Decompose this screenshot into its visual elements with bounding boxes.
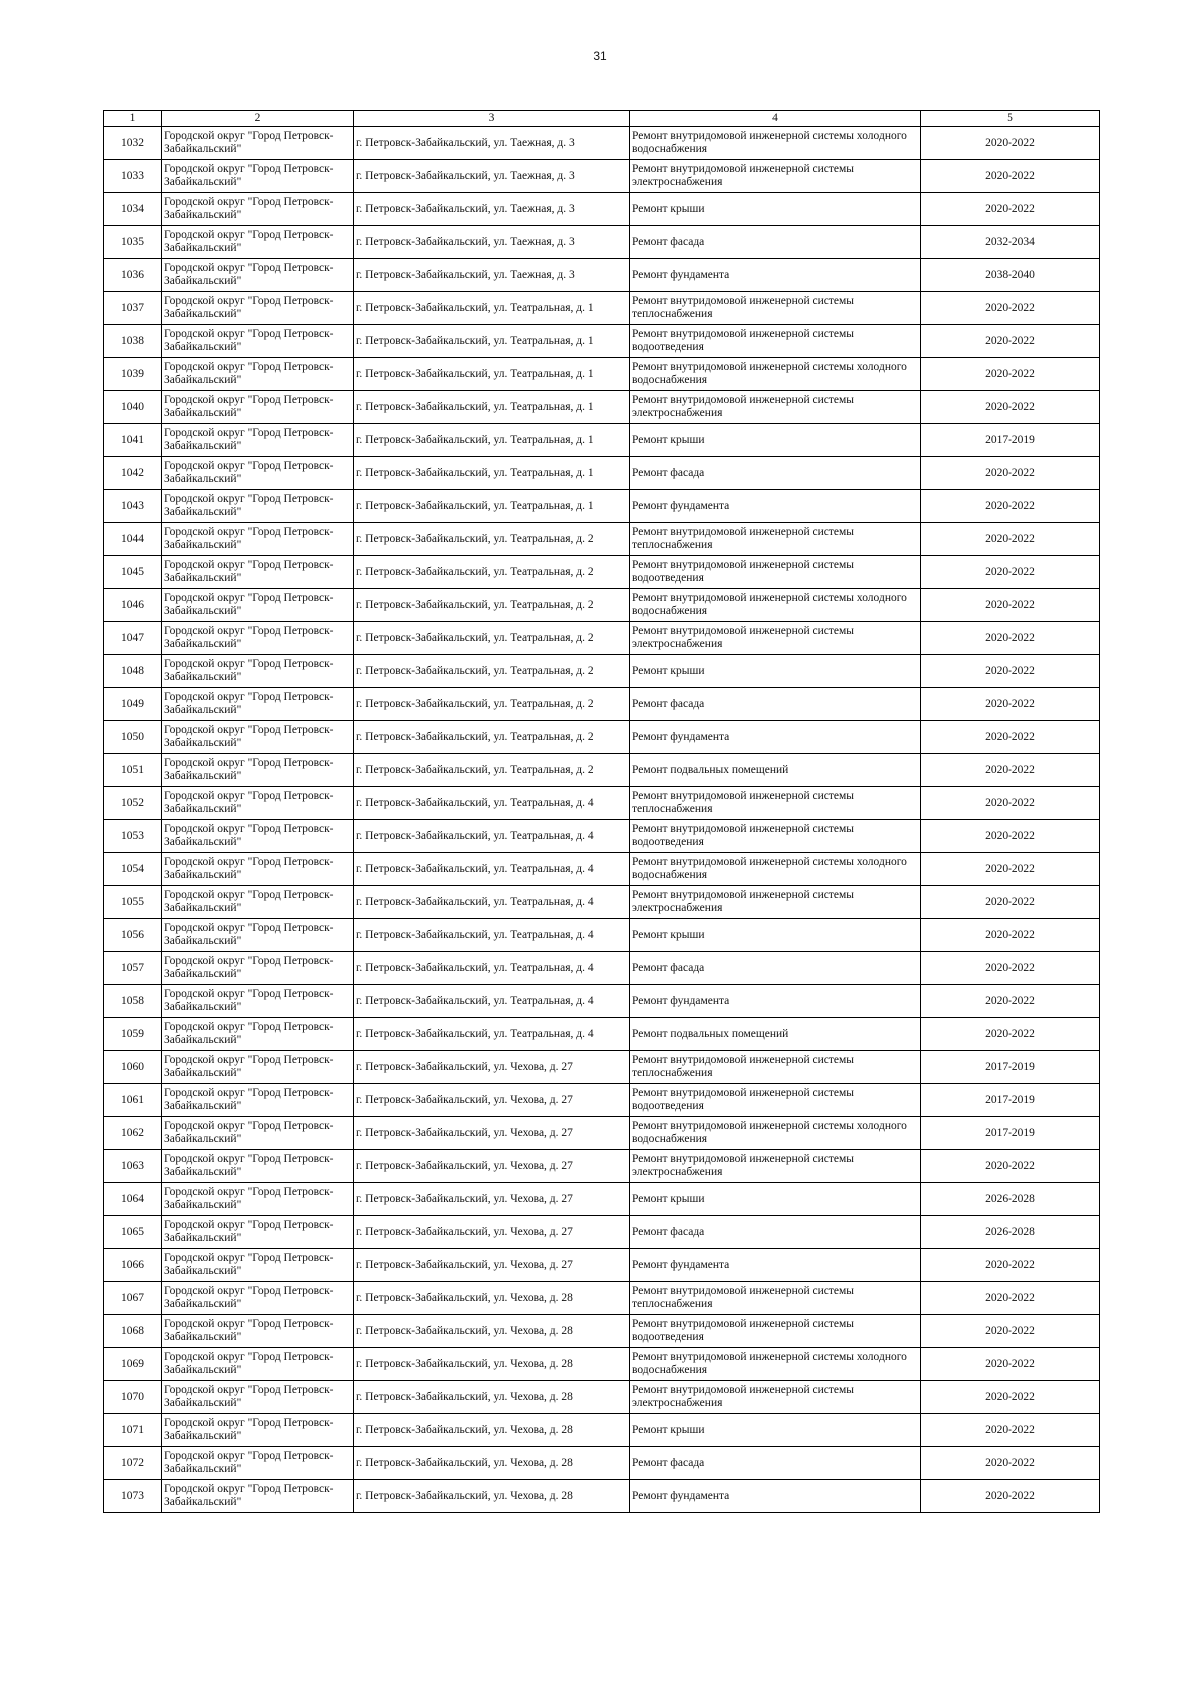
municipality-cell: Городской округ "Город Петровск-Забайкальский" — [162, 1447, 354, 1480]
work-type-cell: Ремонт крыши — [630, 655, 921, 688]
period-cell: 2020-2022 — [921, 919, 1100, 952]
municipality-cell: Городской округ "Город Петровск-Забайкальский" — [162, 1414, 354, 1447]
work-type-cell: Ремонт фундамента — [630, 985, 921, 1018]
work-type-cell: Ремонт крыши — [630, 424, 921, 457]
table-row — [104, 952, 1100, 985]
municipality-cell: Городской округ "Город Петровск-Забайкальский" — [162, 1480, 354, 1513]
municipality-cell: Городской округ "Город Петровск-Забайкальский" — [162, 919, 354, 952]
row-number-cell: 1056 — [104, 919, 162, 952]
municipality-cell: Городской округ "Город Петровск-Забайкальский" — [162, 1018, 354, 1051]
row-number-cell: 1035 — [104, 226, 162, 259]
address-cell: г. Петровск-Забайкальский, ул. Театральная, д. 2 — [354, 754, 630, 787]
table-row — [104, 688, 1100, 721]
municipality-cell: Городской округ "Город Петровск-Забайкальский" — [162, 1183, 354, 1216]
work-type-cell: Ремонт крыши — [630, 193, 921, 226]
work-type-cell: Ремонт внутридомовой инженерной системы холодного водоснабжения — [630, 127, 921, 160]
period-cell: 2020-2022 — [921, 1249, 1100, 1282]
row-number-cell: 1039 — [104, 358, 162, 391]
row-number-cell: 1062 — [104, 1117, 162, 1150]
address-cell: г. Петровск-Забайкальский, ул. Таежная, д. 3 — [354, 127, 630, 160]
municipality-cell: Городской округ "Город Петровск-Забайкальский" — [162, 391, 354, 424]
table-row — [104, 358, 1100, 391]
row-number-cell: 1038 — [104, 325, 162, 358]
work-type-cell: Ремонт подвальных помещений — [630, 754, 921, 787]
address-cell: г. Петровск-Забайкальский, ул. Театральная, д. 2 — [354, 622, 630, 655]
period-cell: 2017-2019 — [921, 424, 1100, 457]
address-cell: г. Петровск-Забайкальский, ул. Чехова, д. 27 — [354, 1216, 630, 1249]
table-row — [104, 457, 1100, 490]
period-cell: 2020-2022 — [921, 655, 1100, 688]
address-cell: г. Петровск-Забайкальский, ул. Театральная, д. 4 — [354, 820, 630, 853]
address-cell: г. Петровск-Забайкальский, ул. Театральная, д. 4 — [354, 853, 630, 886]
address-cell: г. Петровск-Забайкальский, ул. Театральная, д. 1 — [354, 358, 630, 391]
page-number: 31 — [593, 49, 607, 63]
work-type-cell: Ремонт внутридомовой инженерной системы теплоснабжения — [630, 523, 921, 556]
period-cell: 2038-2040 — [921, 259, 1100, 292]
municipality-cell: Городской округ "Город Петровск-Забайкальский" — [162, 1051, 354, 1084]
table-row — [104, 1216, 1100, 1249]
work-type-cell: Ремонт внутридомовой инженерной системы водоотведения — [630, 325, 921, 358]
table-row — [104, 589, 1100, 622]
table-row — [104, 1018, 1100, 1051]
table-row — [104, 127, 1100, 160]
work-type-cell: Ремонт внутридомовой инженерной системы водоотведения — [630, 1084, 921, 1117]
table-row — [104, 985, 1100, 1018]
table-row — [104, 325, 1100, 358]
work-type-cell: Ремонт фасада — [630, 226, 921, 259]
period-cell: 2020-2022 — [921, 1315, 1100, 1348]
table-row — [104, 523, 1100, 556]
municipality-cell: Городской округ "Город Петровск-Забайкальский" — [162, 820, 354, 853]
period-cell: 2026-2028 — [921, 1216, 1100, 1249]
period-cell: 2020-2022 — [921, 589, 1100, 622]
period-cell: 2020-2022 — [921, 1480, 1100, 1513]
work-type-cell: Ремонт внутридомовой инженерной системы электроснабжения — [630, 1381, 921, 1414]
municipality-cell: Городской округ "Город Петровск-Забайкальский" — [162, 853, 354, 886]
period-cell: 2020-2022 — [921, 127, 1100, 160]
address-cell: г. Петровск-Забайкальский, ул. Чехова, д. 28 — [354, 1414, 630, 1447]
address-cell: г. Петровск-Забайкальский, ул. Театральная, д. 2 — [354, 556, 630, 589]
work-type-cell: Ремонт внутридомовой инженерной системы теплоснабжения — [630, 787, 921, 820]
period-cell: 2017-2019 — [921, 1117, 1100, 1150]
row-number-cell: 1047 — [104, 622, 162, 655]
work-type-cell: Ремонт внутридомовой инженерной системы электроснабжения — [630, 391, 921, 424]
row-number-cell: 1043 — [104, 490, 162, 523]
row-number-cell: 1048 — [104, 655, 162, 688]
address-cell: г. Петровск-Забайкальский, ул. Театральная, д. 1 — [354, 457, 630, 490]
address-cell: г. Петровск-Забайкальский, ул. Чехова, д. 28 — [354, 1447, 630, 1480]
row-number-cell: 1054 — [104, 853, 162, 886]
address-cell: г. Петровск-Забайкальский, ул. Чехова, д. 27 — [354, 1117, 630, 1150]
repair-schedule-table — [103, 110, 1100, 1513]
row-number-cell: 1065 — [104, 1216, 162, 1249]
table-row — [104, 721, 1100, 754]
table-row — [104, 655, 1100, 688]
address-cell: г. Петровск-Забайкальский, ул. Чехова, д. 28 — [354, 1381, 630, 1414]
work-type-cell: Ремонт крыши — [630, 1414, 921, 1447]
address-cell: г. Петровск-Забайкальский, ул. Чехова, д. 28 — [354, 1480, 630, 1513]
row-number-cell: 1068 — [104, 1315, 162, 1348]
period-cell: 2020-2022 — [921, 556, 1100, 589]
municipality-cell: Городской округ "Город Петровск-Забайкальский" — [162, 127, 354, 160]
row-number-cell: 1042 — [104, 457, 162, 490]
period-cell: 2020-2022 — [921, 193, 1100, 226]
municipality-cell: Городской округ "Город Петровск-Забайкальский" — [162, 1282, 354, 1315]
row-number-cell: 1061 — [104, 1084, 162, 1117]
address-cell: г. Петровск-Забайкальский, ул. Театральная, д. 4 — [354, 787, 630, 820]
work-type-cell: Ремонт внутридомовой инженерной системы водоотведения — [630, 820, 921, 853]
column-header-3: 3 — [354, 111, 630, 127]
row-number-cell: 1073 — [104, 1480, 162, 1513]
period-cell: 2020-2022 — [921, 292, 1100, 325]
period-cell: 2020-2022 — [921, 721, 1100, 754]
municipality-cell: Городской округ "Город Петровск-Забайкальский" — [162, 952, 354, 985]
address-cell: г. Петровск-Забайкальский, ул. Чехова, д. 28 — [354, 1282, 630, 1315]
work-type-cell: Ремонт фундамента — [630, 259, 921, 292]
period-cell: 2020-2022 — [921, 1381, 1100, 1414]
row-number-cell: 1034 — [104, 193, 162, 226]
address-cell: г. Петровск-Забайкальский, ул. Таежная, д. 3 — [354, 160, 630, 193]
table-row — [104, 1381, 1100, 1414]
column-header-5: 5 — [921, 111, 1100, 127]
table-body — [104, 127, 1100, 1513]
period-cell: 2020-2022 — [921, 853, 1100, 886]
address-cell: г. Петровск-Забайкальский, ул. Театральная, д. 1 — [354, 424, 630, 457]
table-row — [104, 1480, 1100, 1513]
municipality-cell: Городской округ "Город Петровск-Забайкальский" — [162, 1348, 354, 1381]
address-cell: г. Петровск-Забайкальский, ул. Чехова, д. 28 — [354, 1315, 630, 1348]
work-type-cell: Ремонт фасада — [630, 688, 921, 721]
row-number-cell: 1045 — [104, 556, 162, 589]
row-number-cell: 1059 — [104, 1018, 162, 1051]
period-cell: 2020-2022 — [921, 952, 1100, 985]
period-cell: 2020-2022 — [921, 391, 1100, 424]
municipality-cell: Городской округ "Город Петровск-Забайкальский" — [162, 688, 354, 721]
address-cell: г. Петровск-Забайкальский, ул. Театральная, д. 1 — [354, 490, 630, 523]
row-number-cell: 1052 — [104, 787, 162, 820]
work-type-cell: Ремонт внутридомовой инженерной системы холодного водоснабжения — [630, 358, 921, 391]
address-cell: г. Петровск-Забайкальский, ул. Таежная, д. 3 — [354, 226, 630, 259]
municipality-cell: Городской округ "Город Петровск-Забайкальский" — [162, 655, 354, 688]
address-cell: г. Петровск-Забайкальский, ул. Таежная, д. 3 — [354, 193, 630, 226]
table-row — [104, 820, 1100, 853]
period-cell: 2020-2022 — [921, 160, 1100, 193]
row-number-cell: 1071 — [104, 1414, 162, 1447]
table-row — [104, 1084, 1100, 1117]
address-cell: г. Петровск-Забайкальский, ул. Театральная, д. 4 — [354, 952, 630, 985]
row-number-cell: 1044 — [104, 523, 162, 556]
work-type-cell: Ремонт фасада — [630, 952, 921, 985]
address-cell: г. Петровск-Забайкальский, ул. Чехова, д. 27 — [354, 1183, 630, 1216]
row-number-cell: 1051 — [104, 754, 162, 787]
work-type-cell: Ремонт внутридомовой инженерной системы водоотведения — [630, 556, 921, 589]
period-cell: 2017-2019 — [921, 1051, 1100, 1084]
work-type-cell: Ремонт фундамента — [630, 721, 921, 754]
work-type-cell: Ремонт фундамента — [630, 1249, 921, 1282]
row-number-cell: 1050 — [104, 721, 162, 754]
municipality-cell: Городской округ "Город Петровск-Забайкальский" — [162, 787, 354, 820]
municipality-cell: Городской округ "Город Петровск-Забайкальский" — [162, 358, 354, 391]
address-cell: г. Петровск-Забайкальский, ул. Театральная, д. 4 — [354, 886, 630, 919]
table-row — [104, 490, 1100, 523]
address-cell: г. Петровск-Забайкальский, ул. Театральная, д. 4 — [354, 1018, 630, 1051]
period-cell: 2026-2028 — [921, 1183, 1100, 1216]
row-number-cell: 1041 — [104, 424, 162, 457]
period-cell: 2020-2022 — [921, 1282, 1100, 1315]
address-cell: г. Петровск-Забайкальский, ул. Театральная, д. 1 — [354, 292, 630, 325]
table-row — [104, 1117, 1100, 1150]
municipality-cell: Городской округ "Город Петровск-Забайкальский" — [162, 490, 354, 523]
municipality-cell: Городской округ "Город Петровск-Забайкальский" — [162, 985, 354, 1018]
period-cell: 2020-2022 — [921, 754, 1100, 787]
address-cell: г. Петровск-Забайкальский, ул. Театральная, д. 1 — [354, 325, 630, 358]
row-number-cell: 1046 — [104, 589, 162, 622]
period-cell: 2020-2022 — [921, 457, 1100, 490]
table-row — [104, 1183, 1100, 1216]
address-cell: г. Петровск-Забайкальский, ул. Театральная, д. 2 — [354, 688, 630, 721]
table-row — [104, 886, 1100, 919]
work-type-cell: Ремонт подвальных помещений — [630, 1018, 921, 1051]
table-header — [104, 111, 1100, 127]
table-row — [104, 391, 1100, 424]
row-number-cell: 1070 — [104, 1381, 162, 1414]
address-cell: г. Петровск-Забайкальский, ул. Театральная, д. 4 — [354, 919, 630, 952]
work-type-cell: Ремонт внутридомовой инженерной системы холодного водоснабжения — [630, 589, 921, 622]
row-number-cell: 1055 — [104, 886, 162, 919]
work-type-cell: Ремонт крыши — [630, 919, 921, 952]
table-row — [104, 226, 1100, 259]
municipality-cell: Городской округ "Город Петровск-Забайкальский" — [162, 1216, 354, 1249]
table-row — [104, 556, 1100, 589]
table-row — [104, 787, 1100, 820]
column-header-4: 4 — [630, 111, 921, 127]
row-number-cell: 1033 — [104, 160, 162, 193]
period-cell: 2020-2022 — [921, 787, 1100, 820]
table-row — [104, 292, 1100, 325]
municipality-cell: Городской округ "Город Петровск-Забайкальский" — [162, 1150, 354, 1183]
work-type-cell: Ремонт фундамента — [630, 490, 921, 523]
table-row — [104, 1249, 1100, 1282]
table-row — [104, 754, 1100, 787]
municipality-cell: Городской округ "Город Петровск-Забайкальский" — [162, 1117, 354, 1150]
table-row — [104, 1150, 1100, 1183]
municipality-cell: Городской округ "Город Петровск-Забайкальский" — [162, 292, 354, 325]
address-cell: г. Петровск-Забайкальский, ул. Театральная, д. 2 — [354, 721, 630, 754]
table-row — [104, 193, 1100, 226]
period-cell: 2032-2034 — [921, 226, 1100, 259]
period-cell: 2020-2022 — [921, 1447, 1100, 1480]
row-number-cell: 1064 — [104, 1183, 162, 1216]
municipality-cell: Городской округ "Город Петровск-Забайкальский" — [162, 1249, 354, 1282]
row-number-cell: 1060 — [104, 1051, 162, 1084]
municipality-cell: Городской округ "Город Петровск-Забайкальский" — [162, 193, 354, 226]
work-type-cell: Ремонт внутридомовой инженерной системы электроснабжения — [630, 622, 921, 655]
period-cell: 2020-2022 — [921, 490, 1100, 523]
work-type-cell: Ремонт внутридомовой инженерной системы теплоснабжения — [630, 292, 921, 325]
work-type-cell: Ремонт внутридомовой инженерной системы теплоснабжения — [630, 1282, 921, 1315]
row-number-cell: 1037 — [104, 292, 162, 325]
municipality-cell: Городской округ "Город Петровск-Забайкальский" — [162, 1084, 354, 1117]
municipality-cell: Городской округ "Город Петровск-Забайкальский" — [162, 457, 354, 490]
work-type-cell: Ремонт фундамента — [630, 1480, 921, 1513]
municipality-cell: Городской округ "Город Петровск-Забайкальский" — [162, 1381, 354, 1414]
row-number-cell: 1069 — [104, 1348, 162, 1381]
municipality-cell: Городской округ "Город Петровск-Забайкальский" — [162, 556, 354, 589]
address-cell: г. Петровск-Забайкальский, ул. Чехова, д. 27 — [354, 1150, 630, 1183]
work-type-cell: Ремонт внутридомовой инженерной системы электроснабжения — [630, 886, 921, 919]
table-row — [104, 160, 1100, 193]
work-type-cell: Ремонт внутридомовой инженерной системы холодного водоснабжения — [630, 1348, 921, 1381]
period-cell: 2020-2022 — [921, 985, 1100, 1018]
work-type-cell: Ремонт фасада — [630, 1216, 921, 1249]
municipality-cell: Городской округ "Город Петровск-Забайкальский" — [162, 589, 354, 622]
row-number-cell: 1049 — [104, 688, 162, 721]
row-number-cell: 1072 — [104, 1447, 162, 1480]
table-row — [104, 1051, 1100, 1084]
period-cell: 2020-2022 — [921, 1018, 1100, 1051]
table-row — [104, 853, 1100, 886]
period-cell: 2020-2022 — [921, 622, 1100, 655]
address-cell: г. Петровск-Забайкальский, ул. Чехова, д. 28 — [354, 1348, 630, 1381]
row-number-cell: 1053 — [104, 820, 162, 853]
work-type-cell: Ремонт внутридомовой инженерной системы теплоснабжения — [630, 1051, 921, 1084]
municipality-cell: Городской округ "Город Петровск-Забайкальский" — [162, 1315, 354, 1348]
period-cell: 2017-2019 — [921, 1084, 1100, 1117]
table-row — [104, 1282, 1100, 1315]
municipality-cell: Городской округ "Город Петровск-Забайкальский" — [162, 622, 354, 655]
work-type-cell: Ремонт внутридомовой инженерной системы электроснабжения — [630, 160, 921, 193]
municipality-cell: Городской округ "Город Петровск-Забайкальский" — [162, 523, 354, 556]
row-number-cell: 1040 — [104, 391, 162, 424]
table-row — [104, 1348, 1100, 1381]
address-cell: г. Петровск-Забайкальский, ул. Чехова, д. 27 — [354, 1084, 630, 1117]
period-cell: 2020-2022 — [921, 688, 1100, 721]
period-cell: 2020-2022 — [921, 1150, 1100, 1183]
work-type-cell: Ремонт фасада — [630, 457, 921, 490]
work-type-cell: Ремонт внутридомовой инженерной системы холодного водоснабжения — [630, 1117, 921, 1150]
table-row — [104, 1414, 1100, 1447]
row-number-cell: 1063 — [104, 1150, 162, 1183]
row-number-cell: 1032 — [104, 127, 162, 160]
work-type-cell: Ремонт крыши — [630, 1183, 921, 1216]
row-number-cell: 1036 — [104, 259, 162, 292]
header-row — [104, 111, 1100, 127]
address-cell: г. Петровск-Забайкальский, ул. Чехова, д. 27 — [354, 1051, 630, 1084]
work-type-cell: Ремонт внутридомовой инженерной системы электроснабжения — [630, 1150, 921, 1183]
municipality-cell: Городской округ "Город Петровск-Забайкальский" — [162, 226, 354, 259]
row-number-cell: 1066 — [104, 1249, 162, 1282]
address-cell: г. Петровск-Забайкальский, ул. Чехова, д. 27 — [354, 1249, 630, 1282]
row-number-cell: 1058 — [104, 985, 162, 1018]
municipality-cell: Городской округ "Город Петровск-Забайкальский" — [162, 325, 354, 358]
municipality-cell: Городской округ "Город Петровск-Забайкальский" — [162, 259, 354, 292]
column-header-2: 2 — [162, 111, 354, 127]
period-cell: 2020-2022 — [921, 1348, 1100, 1381]
period-cell: 2020-2022 — [921, 1414, 1100, 1447]
municipality-cell: Городской округ "Город Петровск-Забайкальский" — [162, 424, 354, 457]
municipality-cell: Городской округ "Город Петровск-Забайкальский" — [162, 754, 354, 787]
table-row — [104, 259, 1100, 292]
municipality-cell: Городской округ "Город Петровск-Забайкальский" — [162, 721, 354, 754]
address-cell: г. Петровск-Забайкальский, ул. Таежная, д. 3 — [354, 259, 630, 292]
municipality-cell: Городской округ "Город Петровск-Забайкальский" — [162, 160, 354, 193]
municipality-cell: Городской округ "Город Петровск-Забайкальский" — [162, 886, 354, 919]
period-cell: 2020-2022 — [921, 820, 1100, 853]
row-number-cell: 1067 — [104, 1282, 162, 1315]
work-type-cell: Ремонт внутридомовой инженерной системы водоотведения — [630, 1315, 921, 1348]
period-cell: 2020-2022 — [921, 886, 1100, 919]
work-type-cell: Ремонт внутридомовой инженерной системы холодного водоснабжения — [630, 853, 921, 886]
address-cell: г. Петровск-Забайкальский, ул. Театральная, д. 2 — [354, 655, 630, 688]
period-cell: 2020-2022 — [921, 325, 1100, 358]
address-cell: г. Петровск-Забайкальский, ул. Театральная, д. 1 — [354, 391, 630, 424]
address-cell: г. Петровск-Забайкальский, ул. Театральная, д. 2 — [354, 589, 630, 622]
table-row — [104, 1315, 1100, 1348]
table-row — [104, 1447, 1100, 1480]
table-row — [104, 622, 1100, 655]
row-number-cell: 1057 — [104, 952, 162, 985]
table-row — [104, 919, 1100, 952]
period-cell: 2020-2022 — [921, 523, 1100, 556]
column-header-1: 1 — [104, 111, 162, 127]
address-cell: г. Петровск-Забайкальский, ул. Театральная, д. 2 — [354, 523, 630, 556]
work-type-cell: Ремонт фасада — [630, 1447, 921, 1480]
period-cell: 2020-2022 — [921, 358, 1100, 391]
table-row — [104, 424, 1100, 457]
address-cell: г. Петровск-Забайкальский, ул. Театральная, д. 4 — [354, 985, 630, 1018]
